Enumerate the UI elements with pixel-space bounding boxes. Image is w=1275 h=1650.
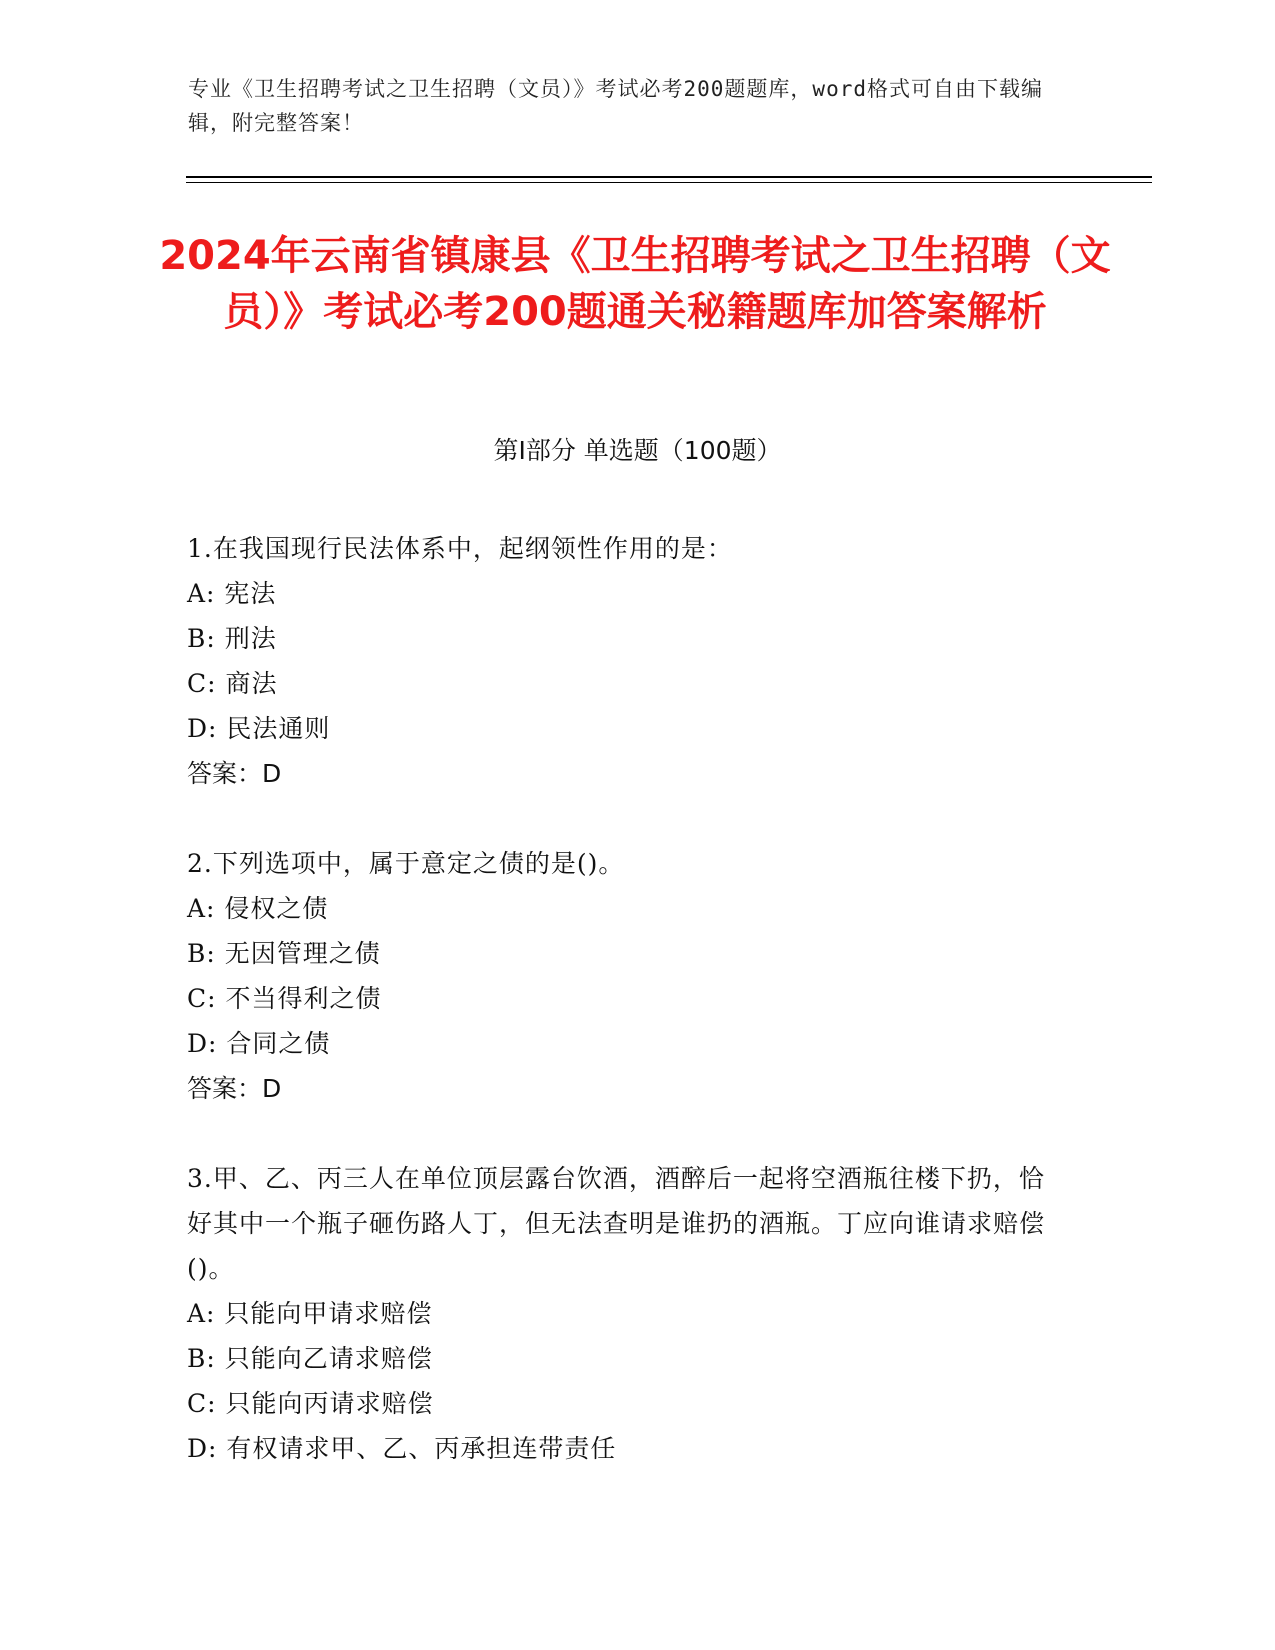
section-heading: 第Ⅰ部分 单选题（100题） [493,436,782,465]
header-divider-thin [186,182,1152,183]
option-d: D: 有权请求甲、乙、丙承担连带责任 [187,1434,617,1463]
answer: 答案：D [187,1074,282,1103]
option-c: C: 只能向丙请求赔偿 [187,1389,434,1418]
question-2 [187,841,1067,1111]
option-a: A: 侵权之债 [187,894,329,923]
option-c: C: 商法 [187,669,278,698]
header-note: 专业《卫生招聘考试之卫生招聘（文员）》考试必考200题题库，word格式可自由下载编辑，附完整答案！ [188,77,1043,135]
question-list [187,526,1067,1516]
option-c: C: 不当得利之债 [187,984,382,1013]
answer: 答案：D [187,759,282,788]
option-d: D: 民法通则 [187,714,331,743]
document-title: 2024年云南省镇康县《卫生招聘考试之卫生招聘（文员）》考试必考200题通关秘籍题库加答案解析 [159,233,1111,335]
option-d: D: 合同之债 [187,1029,331,1058]
question-stem: 1.在我国现行民法体系中，起纲领性作用的是： [187,534,733,563]
option-b: B: 刑法 [187,624,277,653]
question-1 [187,526,1067,796]
option-b: B: 无因管理之债 [187,939,381,968]
option-b: B: 只能向乙请求赔偿 [187,1344,433,1373]
option-a: A: 宪法 [187,579,277,608]
question-stem: 3.甲、乙、丙三人在单位顶层露台饮酒，酒醉后一起将空酒瓶往楼下扔，恰好其中一个瓶子砸伤路人丁，但无法查明是谁扔的酒瓶。丁应向谁请求赔偿()。 [187,1164,1046,1283]
question-3 [187,1156,1067,1471]
option-a: A: 只能向甲请求赔偿 [187,1299,433,1328]
question-stem: 2.下列选项中，属于意定之债的是()。 [187,849,625,878]
header-divider-thick [186,176,1152,178]
